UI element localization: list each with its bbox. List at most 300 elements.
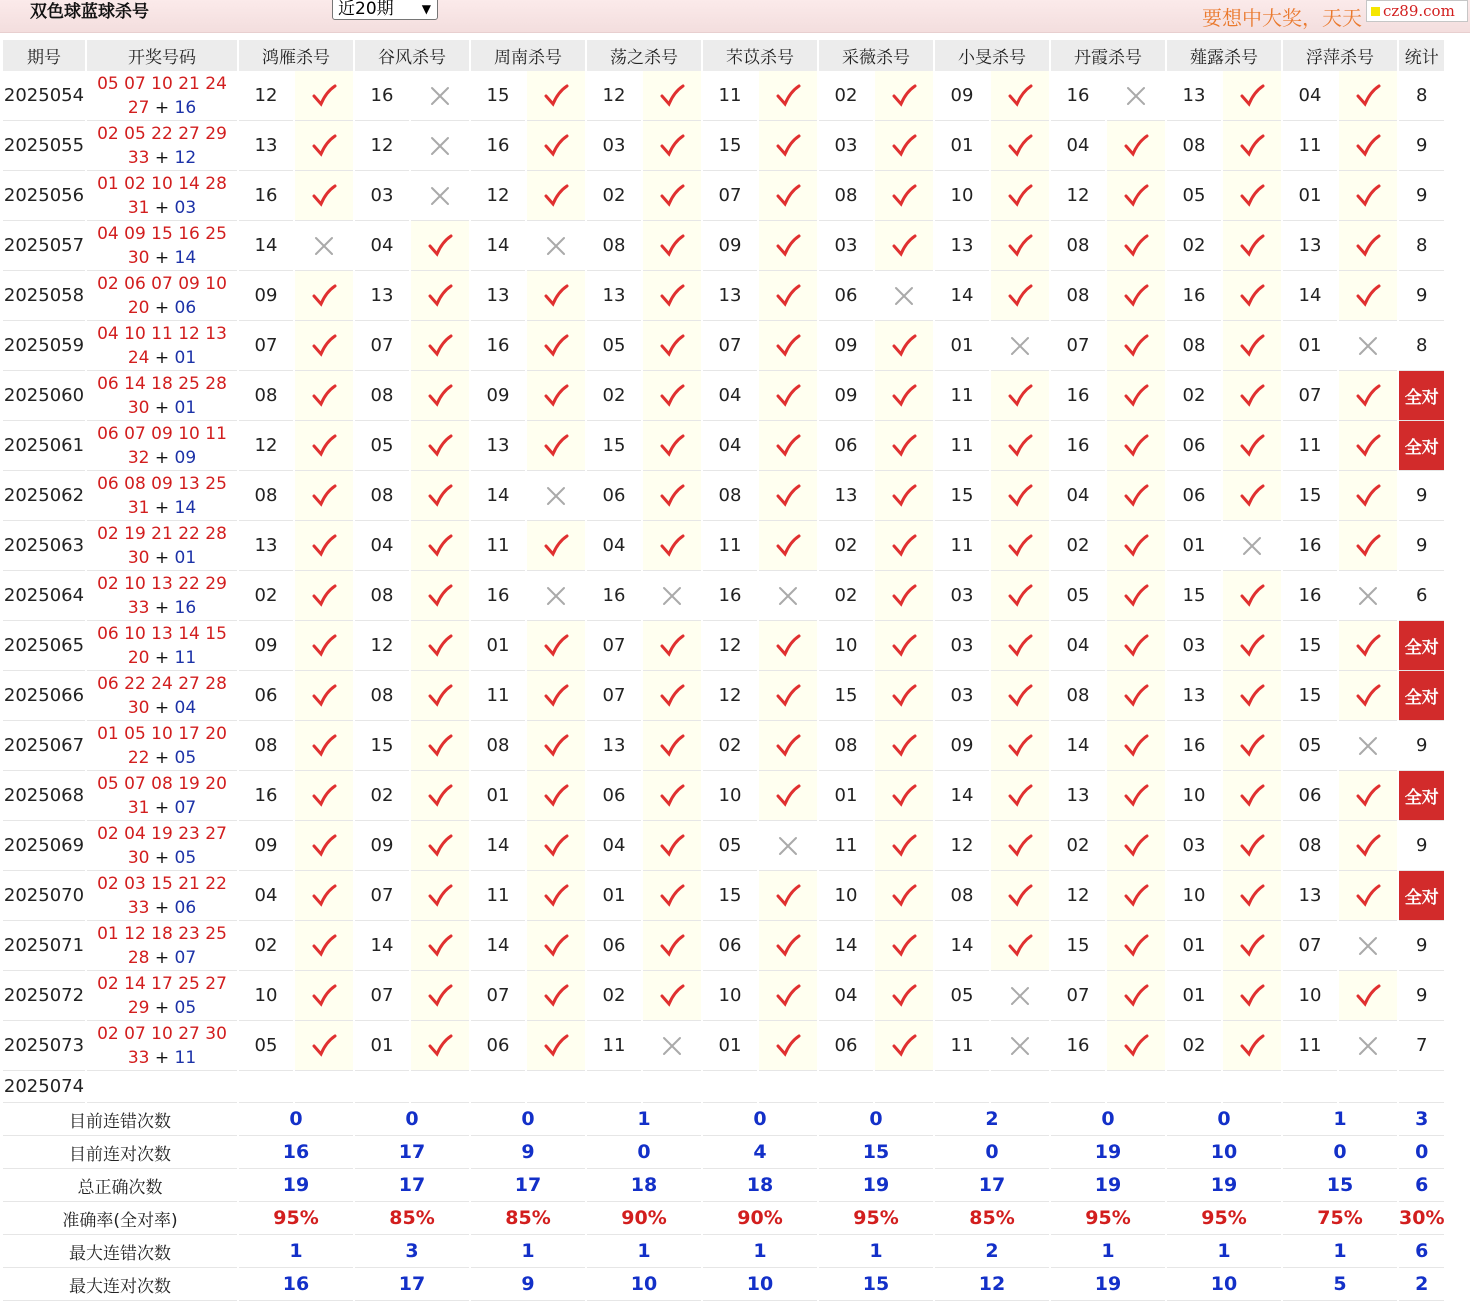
check-icon bbox=[891, 783, 917, 809]
red-balls: 06 08 09 13 25 bbox=[97, 473, 227, 494]
check-icon bbox=[1007, 433, 1033, 459]
result-correct bbox=[875, 671, 933, 721]
cross-icon bbox=[775, 833, 801, 859]
col-header-expert[interactable]: 鸿雁杀号 bbox=[239, 40, 353, 71]
stats-value: 90% bbox=[587, 1202, 701, 1235]
kill-number: 07 bbox=[703, 171, 757, 221]
kill-number: 10 bbox=[1167, 771, 1221, 821]
result-correct bbox=[1339, 471, 1397, 521]
result-correct bbox=[527, 921, 585, 971]
kill-number: 11 bbox=[703, 521, 757, 571]
stats-value: 0 bbox=[239, 1103, 353, 1136]
result-correct bbox=[991, 521, 1049, 571]
check-mark bbox=[1358, 536, 1379, 554]
current-kill-number: 08 bbox=[471, 1071, 525, 1103]
col-header-stat: 统计 bbox=[1399, 40, 1444, 71]
kill-number: 02 bbox=[1051, 821, 1105, 871]
check-mark bbox=[546, 186, 567, 204]
check-mark bbox=[1242, 386, 1263, 404]
result-correct bbox=[643, 371, 701, 421]
result-correct bbox=[295, 571, 353, 621]
check-icon bbox=[1239, 383, 1265, 409]
result-correct bbox=[295, 171, 353, 221]
check-mark bbox=[778, 536, 799, 554]
check-mark bbox=[894, 936, 915, 954]
result-correct bbox=[295, 71, 353, 121]
current-empty-cell bbox=[1339, 1071, 1397, 1103]
check-mark bbox=[894, 486, 915, 504]
cross-mark bbox=[1360, 1038, 1376, 1054]
check-mark bbox=[1242, 1036, 1263, 1054]
kill-number: 11 bbox=[935, 521, 989, 571]
result-correct bbox=[759, 1021, 817, 1071]
period-range-select[interactable] bbox=[332, 0, 438, 20]
kill-number: 09 bbox=[935, 71, 989, 121]
check-icon bbox=[311, 433, 337, 459]
kill-number: 13 bbox=[1283, 871, 1337, 921]
red-balls: 06 14 18 25 28 bbox=[97, 373, 227, 394]
stats-value: 95% bbox=[1167, 1202, 1281, 1235]
check-mark bbox=[546, 836, 567, 854]
stats-value: 2 bbox=[935, 1103, 1049, 1136]
result-correct bbox=[295, 471, 353, 521]
check-icon bbox=[543, 133, 569, 159]
cross-icon bbox=[1355, 333, 1381, 359]
check-mark bbox=[778, 186, 799, 204]
kill-number: 16 bbox=[471, 121, 525, 171]
table-row bbox=[3, 121, 1444, 171]
check-mark bbox=[430, 236, 451, 254]
kill-number: 15 bbox=[1283, 621, 1337, 671]
check-mark bbox=[1010, 536, 1031, 554]
kill-number: 03 bbox=[935, 671, 989, 721]
result-correct bbox=[1339, 271, 1397, 321]
kill-number: 03 bbox=[819, 221, 873, 271]
kill-number: 14 bbox=[355, 921, 409, 971]
stats-value: 18 bbox=[703, 1169, 817, 1202]
result-correct bbox=[643, 321, 701, 371]
result-correct bbox=[1223, 421, 1281, 471]
cross-icon bbox=[659, 583, 685, 609]
check-mark bbox=[1126, 586, 1147, 604]
cross-mark bbox=[1360, 738, 1376, 754]
result-correct bbox=[1339, 871, 1397, 921]
result-correct bbox=[759, 921, 817, 971]
period-cell: 2025056 bbox=[3, 171, 85, 221]
cross-icon bbox=[1355, 583, 1381, 609]
check-icon bbox=[1007, 383, 1033, 409]
check-mark bbox=[778, 886, 799, 904]
result-correct bbox=[875, 471, 933, 521]
stats-value: 10 bbox=[587, 1268, 701, 1301]
draw-numbers-cell bbox=[87, 721, 237, 771]
result-correct bbox=[875, 321, 933, 371]
kill-number: 02 bbox=[1051, 521, 1105, 571]
check-icon bbox=[775, 883, 801, 909]
kill-number: 08 bbox=[1051, 221, 1105, 271]
check-mark bbox=[894, 536, 915, 554]
current-kill-number: 05 bbox=[1051, 1071, 1105, 1103]
site-badge[interactable] bbox=[1366, 0, 1468, 22]
check-icon bbox=[1007, 583, 1033, 609]
check-icon bbox=[1007, 483, 1033, 509]
check-mark bbox=[546, 686, 567, 704]
table-row bbox=[3, 1021, 1444, 1071]
result-wrong bbox=[411, 121, 469, 171]
kill-number: 02 bbox=[587, 971, 641, 1021]
blue-ball: 11 bbox=[174, 1047, 197, 1068]
kill-number: 04 bbox=[1051, 471, 1105, 521]
red-ball-last: 33 bbox=[127, 897, 150, 918]
result-correct bbox=[1223, 321, 1281, 371]
kill-number: 08 bbox=[355, 371, 409, 421]
kill-number: 13 bbox=[471, 271, 525, 321]
result-correct bbox=[1339, 521, 1397, 571]
plus-sign: + bbox=[149, 847, 175, 868]
check-mark bbox=[778, 286, 799, 304]
kill-number: 10 bbox=[935, 171, 989, 221]
draw-numbers-cell bbox=[87, 171, 237, 221]
check-mark bbox=[1242, 236, 1263, 254]
stats-value: 5 bbox=[1283, 1268, 1397, 1301]
kill-number: 12 bbox=[587, 71, 641, 121]
blue-ball: 11 bbox=[174, 647, 197, 668]
result-correct bbox=[1223, 371, 1281, 421]
result-correct bbox=[295, 821, 353, 871]
check-icon bbox=[659, 733, 685, 759]
col-header-expert[interactable]: 丹霞杀号 bbox=[1051, 40, 1165, 71]
stats-value: 19 bbox=[1051, 1136, 1165, 1169]
check-mark bbox=[430, 986, 451, 1004]
result-wrong bbox=[759, 821, 817, 871]
check-mark bbox=[1242, 336, 1263, 354]
stats-value: 0 bbox=[703, 1103, 817, 1136]
cross-mark bbox=[1360, 588, 1376, 604]
kill-number: 01 bbox=[935, 321, 989, 371]
kill-number: 15 bbox=[703, 121, 757, 171]
kill-number: 06 bbox=[819, 1021, 873, 1071]
check-icon bbox=[659, 483, 685, 509]
kill-number: 02 bbox=[1167, 221, 1221, 271]
check-mark bbox=[1242, 786, 1263, 804]
check-icon bbox=[659, 933, 685, 959]
red-ball-last: 30 bbox=[127, 847, 150, 868]
check-icon bbox=[1123, 633, 1149, 659]
period-cell: 2025067 bbox=[3, 721, 85, 771]
check-mark bbox=[546, 986, 567, 1004]
check-mark bbox=[546, 136, 567, 154]
stats-value: 17 bbox=[355, 1169, 469, 1202]
red-ball-last: 31 bbox=[127, 497, 150, 518]
red-ball-last: 31 bbox=[127, 197, 150, 218]
col-header-draw: 开奖号码 bbox=[87, 40, 237, 71]
check-mark bbox=[1126, 286, 1147, 304]
cross-mark bbox=[780, 588, 796, 604]
check-icon bbox=[1007, 283, 1033, 309]
correct-count: 9 bbox=[1399, 521, 1444, 571]
red-balls: 02 03 15 21 22 bbox=[97, 873, 227, 894]
col-header-expert[interactable]: 谷风杀号 bbox=[355, 40, 469, 71]
check-icon bbox=[1007, 783, 1033, 809]
col-header-expert[interactable]: 芣苡杀号 bbox=[703, 40, 817, 71]
page-title: 双色球蓝球杀号 bbox=[30, 2, 149, 22]
check-icon bbox=[891, 683, 917, 709]
result-correct bbox=[991, 571, 1049, 621]
check-icon bbox=[1355, 133, 1381, 159]
check-mark bbox=[314, 636, 335, 654]
check-icon bbox=[1123, 283, 1149, 309]
check-icon bbox=[1007, 83, 1033, 109]
period-cell: 2025073 bbox=[3, 1021, 85, 1071]
check-icon bbox=[659, 883, 685, 909]
check-icon bbox=[775, 383, 801, 409]
result-correct bbox=[1107, 321, 1165, 371]
kill-number: 14 bbox=[239, 221, 293, 271]
stats-label: 总正确次数 bbox=[3, 1169, 237, 1202]
plus-sign: + bbox=[149, 397, 175, 418]
check-icon bbox=[775, 733, 801, 759]
result-correct bbox=[1339, 971, 1397, 1021]
check-icon bbox=[427, 533, 453, 559]
result-correct bbox=[1223, 471, 1281, 521]
col-header-expert[interactable]: 荡之杀号 bbox=[587, 40, 701, 71]
check-mark bbox=[430, 586, 451, 604]
result-correct bbox=[759, 671, 817, 721]
check-icon bbox=[775, 633, 801, 659]
col-header-expert[interactable]: 薤露杀号 bbox=[1167, 40, 1281, 71]
check-icon bbox=[427, 933, 453, 959]
col-header-expert[interactable]: 小旻杀号 bbox=[935, 40, 1049, 71]
stats-label: 准确率(全对率) bbox=[3, 1202, 237, 1235]
result-correct bbox=[1223, 221, 1281, 271]
result-correct bbox=[1223, 271, 1281, 321]
cross-mark bbox=[432, 88, 448, 104]
stats-label: 目前连错次数 bbox=[3, 1103, 237, 1136]
kill-number: 06 bbox=[239, 671, 293, 721]
check-mark bbox=[662, 336, 683, 354]
check-mark bbox=[1010, 436, 1031, 454]
current-kill-number: 16 bbox=[587, 1071, 641, 1103]
table-row bbox=[3, 671, 1444, 721]
draw-numbers-cell bbox=[87, 121, 237, 171]
kill-number: 11 bbox=[587, 1021, 641, 1071]
kill-number-table bbox=[1, 40, 1446, 1301]
stats-label: 最大连错次数 bbox=[3, 1235, 237, 1268]
check-icon bbox=[543, 83, 569, 109]
check-icon bbox=[543, 633, 569, 659]
check-mark bbox=[894, 1036, 915, 1054]
kill-number: 01 bbox=[819, 771, 873, 821]
result-correct bbox=[411, 721, 469, 771]
col-header-expert[interactable]: 采薇杀号 bbox=[819, 40, 933, 71]
check-mark bbox=[778, 86, 799, 104]
check-icon bbox=[659, 983, 685, 1009]
check-icon bbox=[1355, 183, 1381, 209]
result-correct bbox=[643, 521, 701, 571]
check-mark bbox=[894, 886, 915, 904]
cross-icon bbox=[891, 283, 917, 309]
kill-number: 15 bbox=[819, 671, 873, 721]
check-icon bbox=[1123, 1033, 1149, 1059]
check-icon bbox=[775, 983, 801, 1009]
check-icon bbox=[1355, 383, 1381, 409]
blue-ball: 07 bbox=[174, 797, 197, 818]
red-ball-last: 29 bbox=[127, 997, 150, 1018]
plus-sign: + bbox=[149, 647, 175, 668]
period-cell: 2025068 bbox=[3, 771, 85, 821]
all-correct-badge: 全对 bbox=[1399, 371, 1444, 421]
kill-number: 10 bbox=[703, 771, 757, 821]
stats-value: 1 bbox=[1167, 1235, 1281, 1268]
kill-number: 04 bbox=[1283, 71, 1337, 121]
result-correct bbox=[411, 521, 469, 571]
correct-count: 9 bbox=[1399, 821, 1444, 871]
correct-count: 8 bbox=[1399, 221, 1444, 271]
check-icon bbox=[1123, 933, 1149, 959]
check-icon bbox=[775, 133, 801, 159]
current-period: 2025074 bbox=[3, 1071, 85, 1103]
table-row bbox=[3, 221, 1444, 271]
result-wrong bbox=[875, 271, 933, 321]
result-correct bbox=[1339, 621, 1397, 671]
check-icon bbox=[775, 183, 801, 209]
draw-numbers-cell bbox=[87, 1021, 237, 1071]
red-ball-last: 33 bbox=[127, 597, 150, 618]
col-header-expert[interactable]: 周南杀号 bbox=[471, 40, 585, 71]
check-mark bbox=[546, 936, 567, 954]
check-icon bbox=[1239, 583, 1265, 609]
kill-number: 05 bbox=[703, 821, 757, 871]
check-mark bbox=[546, 286, 567, 304]
kill-number: 14 bbox=[471, 471, 525, 521]
kill-number: 02 bbox=[1167, 1021, 1221, 1071]
result-correct bbox=[759, 221, 817, 271]
check-mark bbox=[894, 86, 915, 104]
result-correct bbox=[991, 921, 1049, 971]
check-mark bbox=[1010, 586, 1031, 604]
result-correct bbox=[295, 321, 353, 371]
check-icon bbox=[775, 783, 801, 809]
check-icon bbox=[1239, 183, 1265, 209]
kill-number: 03 bbox=[1167, 621, 1221, 671]
check-mark bbox=[778, 436, 799, 454]
current-kill-number: 02 bbox=[355, 1071, 409, 1103]
result-wrong bbox=[643, 571, 701, 621]
stats-value: 19 bbox=[819, 1169, 933, 1202]
kill-number: 02 bbox=[587, 371, 641, 421]
kill-number: 02 bbox=[239, 921, 293, 971]
col-header-expert[interactable]: 浮萍杀号 bbox=[1283, 40, 1397, 71]
stats-label: 目前连对次数 bbox=[3, 1136, 237, 1169]
stats-value: 10 bbox=[703, 1268, 817, 1301]
result-correct bbox=[1223, 1021, 1281, 1071]
slogan-banner[interactable]: 要想中大奖，天天 bbox=[1202, 6, 1362, 30]
result-correct bbox=[643, 671, 701, 721]
table-row bbox=[3, 571, 1444, 621]
blue-ball: 01 bbox=[174, 397, 197, 418]
check-icon bbox=[427, 733, 453, 759]
check-icon bbox=[427, 983, 453, 1009]
check-mark bbox=[1126, 686, 1147, 704]
cross-icon bbox=[427, 133, 453, 159]
check-mark bbox=[314, 336, 335, 354]
kill-number: 06 bbox=[819, 421, 873, 471]
kill-number: 15 bbox=[935, 471, 989, 521]
check-mark bbox=[314, 86, 335, 104]
draw-numbers-cell bbox=[87, 321, 237, 371]
plus-sign: + bbox=[149, 247, 175, 268]
kill-number: 15 bbox=[587, 421, 641, 471]
check-icon bbox=[543, 933, 569, 959]
plus-sign: + bbox=[149, 347, 175, 368]
kill-number: 07 bbox=[355, 871, 409, 921]
result-correct bbox=[295, 521, 353, 571]
result-correct bbox=[1339, 421, 1397, 471]
result-correct bbox=[1339, 821, 1397, 871]
result-correct bbox=[875, 721, 933, 771]
stats-value: 1 bbox=[1051, 1235, 1165, 1268]
result-correct bbox=[411, 671, 469, 721]
result-correct bbox=[411, 771, 469, 821]
kill-number: 12 bbox=[703, 621, 757, 671]
check-mark bbox=[314, 186, 335, 204]
check-mark bbox=[894, 736, 915, 754]
result-correct bbox=[1107, 471, 1165, 521]
check-mark bbox=[662, 686, 683, 704]
check-icon bbox=[311, 983, 337, 1009]
result-correct bbox=[527, 71, 585, 121]
check-icon bbox=[1007, 533, 1033, 559]
current-row bbox=[3, 1071, 1444, 1103]
kill-number: 12 bbox=[1051, 871, 1105, 921]
result-correct bbox=[295, 371, 353, 421]
blue-ball: 01 bbox=[174, 347, 197, 368]
kill-number: 16 bbox=[471, 321, 525, 371]
check-mark bbox=[1010, 386, 1031, 404]
result-wrong bbox=[1339, 571, 1397, 621]
cross-icon bbox=[1239, 533, 1265, 559]
cross-icon bbox=[1007, 983, 1033, 1009]
check-icon bbox=[891, 183, 917, 209]
check-mark bbox=[1242, 486, 1263, 504]
kill-number: 08 bbox=[703, 471, 757, 521]
kill-number: 09 bbox=[239, 621, 293, 671]
check-icon bbox=[659, 183, 685, 209]
result-correct bbox=[991, 421, 1049, 471]
check-icon bbox=[659, 233, 685, 259]
check-mark bbox=[1358, 986, 1379, 1004]
result-correct bbox=[411, 971, 469, 1021]
check-icon bbox=[311, 183, 337, 209]
correct-count: 9 bbox=[1399, 971, 1444, 1021]
result-correct bbox=[991, 821, 1049, 871]
result-correct bbox=[1223, 921, 1281, 971]
result-correct bbox=[875, 871, 933, 921]
kill-number: 16 bbox=[1051, 71, 1105, 121]
cross-mark bbox=[664, 588, 680, 604]
result-correct bbox=[759, 721, 817, 771]
check-icon bbox=[543, 783, 569, 809]
stats-value: 19 bbox=[239, 1169, 353, 1202]
current-empty-cell bbox=[1223, 1071, 1281, 1103]
current-empty-cell bbox=[527, 1071, 585, 1103]
kill-number: 04 bbox=[587, 521, 641, 571]
kill-number: 08 bbox=[819, 171, 873, 221]
red-ball-last: 33 bbox=[127, 147, 150, 168]
result-correct bbox=[1223, 621, 1281, 671]
check-mark bbox=[546, 536, 567, 554]
red-balls: 06 10 13 14 15 bbox=[97, 623, 227, 644]
